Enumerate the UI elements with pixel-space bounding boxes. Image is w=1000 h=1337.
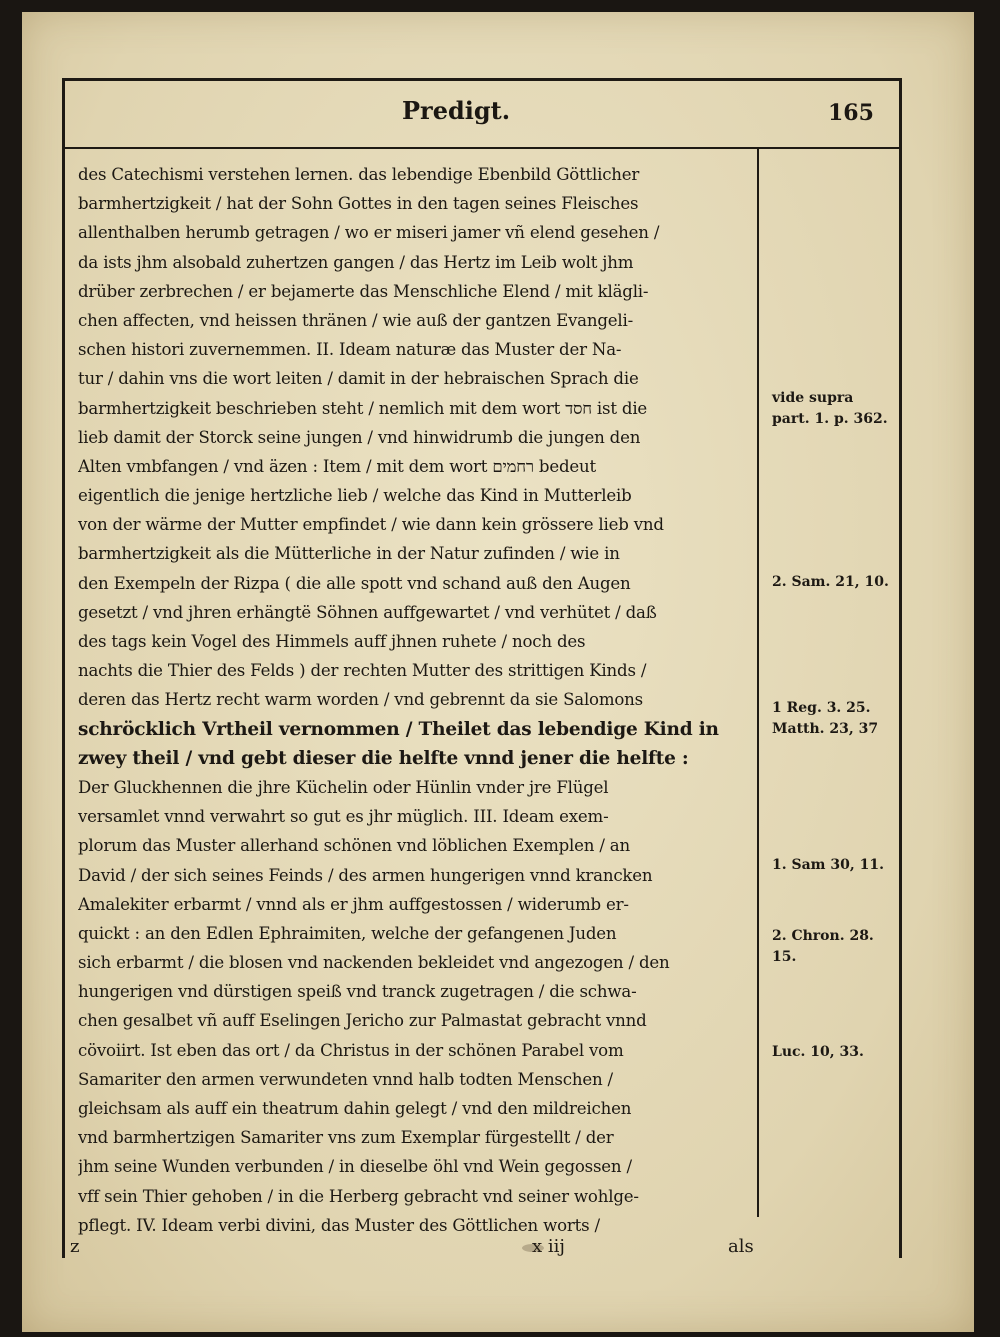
book-page: [22, 12, 974, 1332]
page-footer: [62, 1236, 762, 1266]
text-line: quickt : an den Edlen Ephraimiten, welche der gefangenen Juden: [78, 923, 617, 943]
text-line: chen gesalbet vñ auff Eselingen Jericho zur Palmastat gebracht vnnd: [78, 1011, 647, 1031]
text-line: des tags kein Vogel des Himmels auff jhnen ruhete / noch des: [78, 632, 586, 651]
page-number: 165: [828, 100, 874, 126]
margin-note: vide supra part. 1. p. 362.: [772, 390, 888, 427]
ink-blot: [522, 1244, 544, 1252]
text-line: barmhertzigkeit beschrieben steht / nemlich mit dem wort חסד ist die: [78, 398, 648, 418]
header-rule: [62, 147, 902, 149]
text-line: eigentlich die jenige hertzliche lieb / welche das Kind in Mutterleib: [78, 486, 632, 506]
text-line: chen affecten, vnd heissen thränen / wie auß der gantzen Evangeli-: [78, 310, 633, 330]
body-text: [78, 160, 758, 1240]
text-line: gesetzt / vnd jhren erhängtë Söhnen auffgewartet / vnd verhütet / daß: [78, 602, 657, 622]
text-line: plorum das Muster allerhand schönen vnd löblichen Exemplen / an: [78, 836, 630, 856]
margin-note: 1. Sam 30, 11.: [772, 857, 884, 873]
running-title: Predigt.: [402, 96, 511, 125]
text-line: nachts die Thier des Felds ) der rechten Mutter des strittigen Kinds /: [78, 661, 647, 681]
text-line: sich erbarmt / die blosen vnd nackenden bekleidet vnd angezogen / den: [78, 953, 670, 973]
text-line: des Catechismi verstehen lernen. das lebendige Ebenbild Göttlicher: [78, 165, 640, 184]
text-line: vnd barmhertzigen Samariter vns zum Exemplar fürgestellt / der: [78, 1128, 614, 1148]
frame-top-rule: [62, 78, 902, 81]
text-line: pflegt. IV. Ideam verbi divini, das Muster des Göttlichen worts /: [78, 1215, 600, 1235]
footer-mark: z: [70, 1236, 80, 1257]
text-line: da ists jhm alsobald zuhertzen gangen / das Hertz im Leib wolt jhm: [78, 252, 634, 272]
text-line: gleichsam als auff ein theatrum dahin gelegt / vnd den mildreichen: [78, 1099, 632, 1118]
margin-note: 2. Sam. 21, 10.: [772, 574, 889, 590]
text-line: deren das Hertz recht warm worden / vnd gebrennt da sie Salomons: [78, 690, 643, 710]
text-line-emphasis: zwey theil / vnd gebt dieser die helfte vnnd jener die helfte :: [78, 747, 689, 769]
margin-note: 1 Reg. 3. 25. Matth. 23, 37: [772, 700, 879, 737]
text-line: allenthalben herumb getragen / wo er miseri jamer vñ elend gesehen /: [78, 223, 660, 243]
text-line: David / der sich seines Feinds / des armen hungerigen vnnd krancken: [78, 865, 653, 885]
text-line-emphasis: schröcklich Vrtheil vernommen / Theilet das lebendige Kind in: [78, 718, 719, 740]
text-line: versamlet vnnd verwahrt so gut es jhr müglich. III. Ideam exem-: [78, 807, 609, 827]
text-line: vff sein Thier gehoben / in die Herberg gebracht vnd seiner wohlge-: [78, 1186, 639, 1206]
text-line: jhm seine Wunden verbunden / in dieselbe öhl vnd Wein gegossen /: [78, 1157, 632, 1177]
signature-mark: x iij: [532, 1236, 565, 1257]
text-line: lieb damit der Storck seine jungen / vnd hinwidrumb die jungen den: [78, 427, 641, 447]
text-line: schen histori zuvernemmen. II. Ideam naturæ das Muster der Na-: [78, 340, 622, 360]
text-line: hungerigen vnd dürstigen speiß vnd tranck zugetragen / die schwa-: [78, 982, 637, 1002]
text-line: barmhertzigkeit als die Mütterliche in der Natur zufinden / wie in: [78, 544, 620, 564]
frame-left-rule: [62, 78, 65, 1258]
text-line: cövoiirt. Ist eben das ort / da Christus in der schönen Parabel vom: [78, 1040, 624, 1060]
margin-note: 2. Chron. 28. 15.: [772, 928, 874, 965]
text-line: tur / dahin vns die wort leiten / damit in der hebraischen Sprach die: [78, 369, 639, 389]
text-line: Samariter den armen verwundeten vnnd halb todten Menschen /: [78, 1069, 613, 1089]
text-line: Der Gluckhennen die jhre Küchelin oder Hünlin vnder jre Flügel: [78, 777, 609, 797]
margin-note: Luc. 10, 33.: [772, 1044, 864, 1060]
text-line: den Exempeln der Rizpa ( die alle spott vnd schand auß den Augen: [78, 573, 631, 593]
text-line: Alten vmbfangen / vnd äzen : Item / mit dem wort רחמים bedeut: [78, 456, 596, 476]
text-line: von der wärme der Mutter empfindet / wie dann kein grössere lieb vnd: [78, 515, 664, 535]
text-line: barmhertzigkeit / hat der Sohn Gottes in den tagen seines Fleisches: [78, 194, 639, 214]
text-line: drüber zerbrechen / er bejamerte das Menschliche Elend / mit klägli-: [78, 281, 649, 301]
frame-right-rule: [899, 78, 902, 1258]
catchword: als: [728, 1236, 754, 1257]
text-line: Amalekiter erbarmt / vnnd als er jhm auffgestossen / widerumb er-: [78, 894, 629, 914]
